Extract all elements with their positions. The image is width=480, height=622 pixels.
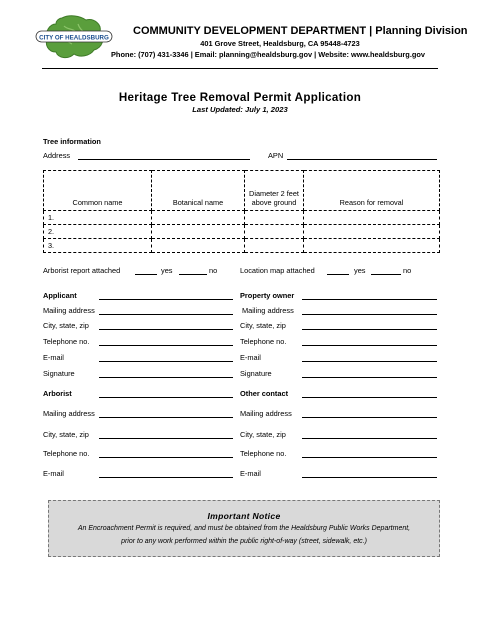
row-number[interactable]: 1. bbox=[44, 211, 152, 225]
owner-email-label: E-mail bbox=[240, 353, 261, 362]
other-email-field[interactable] bbox=[302, 477, 437, 478]
location-map-no-field[interactable] bbox=[371, 274, 401, 275]
table-header-row bbox=[44, 171, 440, 211]
other-phone-label: Telephone no. bbox=[240, 449, 287, 458]
owner-signature-field[interactable] bbox=[302, 377, 437, 378]
owner-city-field[interactable] bbox=[302, 329, 437, 330]
applicant-phone-label: Telephone no. bbox=[43, 337, 90, 346]
header-divider bbox=[42, 68, 438, 69]
location-map-label: Location map attached bbox=[240, 266, 315, 275]
other-contact-name-field[interactable] bbox=[302, 397, 437, 398]
arborist-phone-label: Telephone no. bbox=[43, 449, 90, 458]
owner-email-field[interactable] bbox=[302, 361, 437, 362]
table-row[interactable] bbox=[44, 239, 440, 253]
logo-text: CITY OF HEALDSBURG bbox=[39, 34, 109, 42]
apn-label: APN bbox=[268, 151, 284, 160]
arborist-report-label: Arborist report attached bbox=[43, 266, 121, 275]
arborist-report-no-label: no bbox=[209, 266, 218, 275]
other-mailing-field[interactable] bbox=[302, 417, 437, 418]
applicant-email-field[interactable] bbox=[99, 361, 233, 362]
location-map-yes-label: yes bbox=[354, 266, 366, 275]
arborist-report-yes-label: yes bbox=[161, 266, 173, 275]
applicant-mailing-label: Mailing address bbox=[43, 306, 95, 315]
other-phone-field[interactable] bbox=[302, 457, 437, 458]
arborist-city-field[interactable] bbox=[99, 438, 233, 439]
table-row[interactable] bbox=[44, 211, 440, 225]
department-contact: Phone: (707) 431-3346 | Email: planning@healdsburg.gov | Website: www.healdsburg.gov bbox=[111, 50, 426, 59]
arborist-email-field[interactable] bbox=[99, 477, 233, 478]
arborist-phone-field[interactable] bbox=[99, 457, 233, 458]
owner-mailing-field[interactable] bbox=[302, 314, 437, 315]
apn-field[interactable] bbox=[287, 159, 437, 160]
department-name: COMMUNITY DEVELOPMENT DEPARTMENT | Planning Division bbox=[133, 25, 468, 37]
arborist-heading: Arborist bbox=[43, 389, 72, 398]
row-number[interactable]: 2. bbox=[44, 225, 152, 239]
arborist-email-label: E-mail bbox=[43, 469, 64, 478]
notice-line-1: An Encroachment Permit is required, and must be obtained from the Healdsburg Public Works Department, bbox=[77, 525, 411, 532]
col-common-name: Common name bbox=[44, 171, 152, 211]
applicant-email-label: E-mail bbox=[43, 353, 64, 362]
department-address: 401 Grove Street, Healdsburg, CA 95448-4723 bbox=[200, 39, 360, 48]
owner-city-label: City, state, zip bbox=[240, 321, 286, 330]
notice-title: Important Notice bbox=[207, 511, 281, 521]
last-updated: Last Updated: July 1, 2023 bbox=[192, 105, 288, 114]
address-label: Address bbox=[43, 151, 71, 160]
location-map-no-label: no bbox=[403, 266, 412, 275]
col-botanical-name: Botanical name bbox=[152, 171, 245, 211]
row-number[interactable]: 3. bbox=[44, 239, 152, 253]
owner-phone-field[interactable] bbox=[302, 345, 437, 346]
tree-info-heading: Tree information bbox=[43, 137, 101, 146]
location-map-yes-field[interactable] bbox=[327, 274, 349, 275]
address-field[interactable] bbox=[78, 159, 250, 160]
owner-signature-label: Signature bbox=[240, 369, 272, 378]
owner-mailing-label: Mailing address bbox=[242, 306, 294, 315]
arborist-name-field[interactable] bbox=[99, 397, 233, 398]
owner-heading: Property owner bbox=[240, 291, 295, 300]
other-city-field[interactable] bbox=[302, 438, 437, 439]
table-row[interactable] bbox=[44, 225, 440, 239]
applicant-city-field[interactable] bbox=[99, 329, 233, 330]
form-title: Heritage Tree Removal Permit Application bbox=[118, 91, 362, 104]
other-city-label: City, state, zip bbox=[240, 430, 286, 439]
owner-name-field[interactable] bbox=[302, 299, 437, 300]
arborist-report-yes-field[interactable] bbox=[135, 274, 157, 275]
other-email-label: E-mail bbox=[240, 469, 261, 478]
other-mailing-label: Mailing address bbox=[240, 409, 292, 418]
applicant-heading: Applicant bbox=[43, 291, 77, 300]
other-contact-heading: Other contact bbox=[240, 389, 289, 398]
tree-table bbox=[43, 170, 440, 253]
arborist-city-label: City, state, zip bbox=[43, 430, 89, 439]
applicant-signature-field[interactable] bbox=[99, 377, 233, 378]
arborist-mailing-label: Mailing address bbox=[43, 409, 95, 418]
arborist-report-no-field[interactable] bbox=[179, 274, 207, 275]
applicant-name-field[interactable] bbox=[99, 299, 233, 300]
city-logo bbox=[34, 14, 114, 62]
applicant-phone-field[interactable] bbox=[99, 345, 233, 346]
applicant-signature-label: Signature bbox=[43, 369, 75, 378]
arborist-mailing-field[interactable] bbox=[99, 417, 233, 418]
owner-phone-label: Telephone no. bbox=[240, 337, 287, 346]
applicant-mailing-field[interactable] bbox=[99, 314, 233, 315]
col-diameter: Diameter 2 feet above ground bbox=[245, 171, 304, 211]
col-reason: Reason for removal bbox=[304, 171, 440, 211]
applicant-city-label: City, state, zip bbox=[43, 321, 89, 330]
notice-line-2: prior to any work performed within the public right-of-way (street, sidewalk, etc.) bbox=[121, 538, 367, 545]
important-notice-box bbox=[48, 500, 440, 557]
